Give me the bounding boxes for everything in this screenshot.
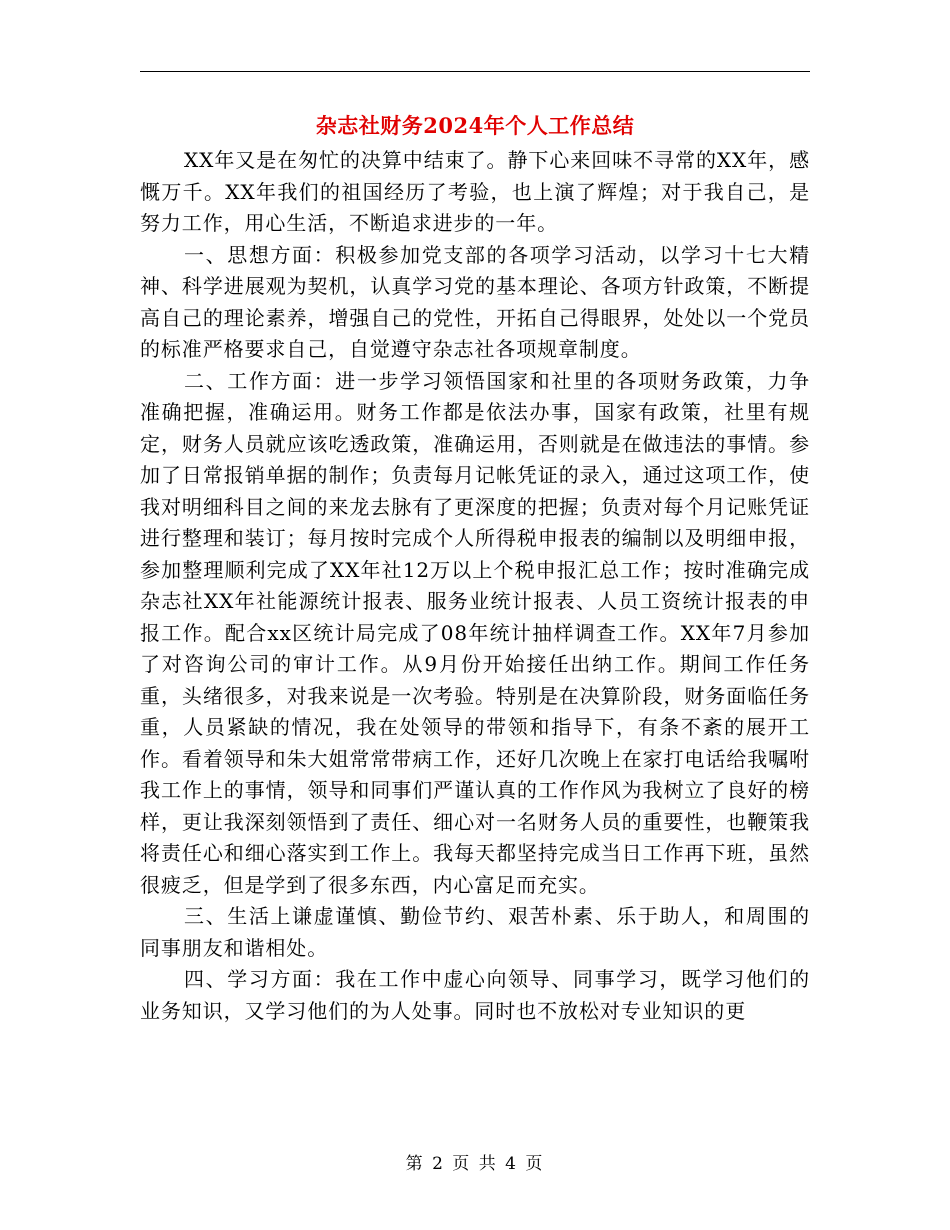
header-divider xyxy=(140,71,810,72)
document-body xyxy=(140,145,810,1027)
paragraph-thought: 一、思想方面：积极参加党支部的各项学习活动，以学习十七大精神、科学进展观为契机，认真学习党的基本理论、各项方针政策，不断提高自己的理论素养，增强自己的党性，开拓自己得眼界，处处以一个党员的标准严格要求自己，自觉遵守杂志社各项规章制度。 xyxy=(140,242,810,361)
paragraph-study: 四、学习方面：我在工作中虚心向领导、同事学习，既学习他们的业务知识，又学习他们的为人处事。同时也不放松对专业知识的更 xyxy=(140,967,810,1023)
paragraph-life: 三、生活上谦虚谨慎、勤俭节约、艰苦朴素、乐于助人，和周围的同事朋友和谐相处。 xyxy=(140,904,810,960)
paragraph-work: 二、工作方面：进一步学习领悟国家和社里的各项财务政策，力争准确把握，准确运用。财务工作都是依法办事，国家有政策，社里有规定，财务人员就应该吃透政策，准确运用，否则就是在做违法的事情。参加了日常报销单据的制作；负责每月记帐凭证的录入，通过这项工作，使我对明细科目之间的来龙去脉有了更深度的把握；负责对每个月记账凭证进行整理和装订；每月按时完成个人所得税申报表的编制以及明细申报，参加整理顺利完成了XX年社12万以上个税申报汇总工作；按时准确完成杂志社XX年社能源统计报表、服务业统计报表、人员工资统计报表的申报工作。配合xx区统计局完成了08年统计抽样调查工作。XX年7月参加了对咨询公司的审计工作。从9月份开始接任出纳工作。期间工作任务重，头绪很多，对我来说是一次考验。特别是在决算阶段，财务面临任务重，人员紧缺的情况，我在处领导的带领和指导下，有条不紊的展开工作。看着领导和朱大姐常常带病工作，还好几次晚上在家打电话给我嘱咐我工作上的事情，领导和同事们严谨认真的工作作风为我树立了良好的榜样，更让我深刻领悟到了责任、细心对一名财务人员的重要性，也鞭策我将责任心和细心落实到工作上。我每天都坚持完成当日工作再下班，虽然很疲乏，但是学到了很多东西，内心富足而充实。 xyxy=(140,368,810,897)
paragraph-intro: XX年又是在匆忙的决算中结束了。静下心来回味不寻常的XX年，感慨万千。XX年我们的祖国经历了考验，也上演了辉煌；对于我自己，是努力工作，用心生活，不断追求进步的一年。 xyxy=(140,148,810,235)
page-number: 第 2 页 共 4 页 xyxy=(405,1154,545,1174)
document-title: 杂志社财务2024年个人工作总结 xyxy=(315,113,635,138)
